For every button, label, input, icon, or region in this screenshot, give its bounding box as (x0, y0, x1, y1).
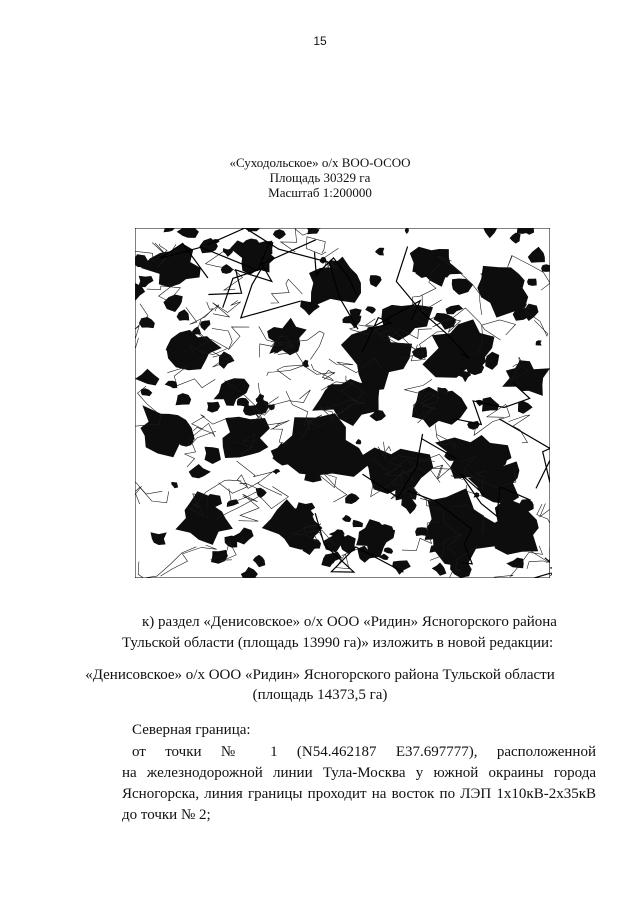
section-k-paragraph (122, 612, 596, 654)
subheading-line-2: (площадь 14373,5 га) (252, 687, 388, 703)
subheading-line-1: «Денисовское» о/х ООО «Ридин» Ясногорского района Тульской области (85, 667, 555, 683)
north-border-line-3: Ясногорска, линия границы проходит на восток по ЛЭП 1х10кВ-2х35кВ (122, 786, 596, 802)
map-caption (0, 155, 640, 200)
section-k-line-2: Тульской области (площадь 13990 га)» изложить в новой редакции: (122, 635, 554, 651)
north-border-paragraph (132, 742, 596, 763)
north-border-line-2: на железнодорожной линии Тула-Москва у южной окраины города (122, 765, 596, 781)
page-number: 15 (313, 34, 327, 48)
north-border-line-1: от точки № 1 (N54.462187 E37.697777), расположенной (132, 744, 596, 760)
north-border-line-4: до точки № 2; (122, 807, 211, 823)
map-caption-scale: Масштаб 1:200000 (268, 185, 372, 200)
section-k-line-1: к) раздел «Денисовское» о/х ООО «Ридин» Ясногорского района (142, 614, 557, 630)
map-caption-title: «Суходольское» о/х ВОО-ОСОО (229, 155, 411, 170)
topographic-map (135, 228, 550, 578)
forest-patch (517, 228, 528, 234)
map-image (135, 228, 550, 578)
north-border-title: Северная граница: (132, 722, 251, 738)
north-border-continuation (122, 763, 596, 826)
forest-patch (527, 279, 537, 286)
subheading (0, 665, 640, 705)
forest-patch (415, 527, 427, 536)
map-caption-area: Площадь 30329 га (269, 170, 371, 185)
map-trailing-semicolon: ; (549, 562, 554, 578)
